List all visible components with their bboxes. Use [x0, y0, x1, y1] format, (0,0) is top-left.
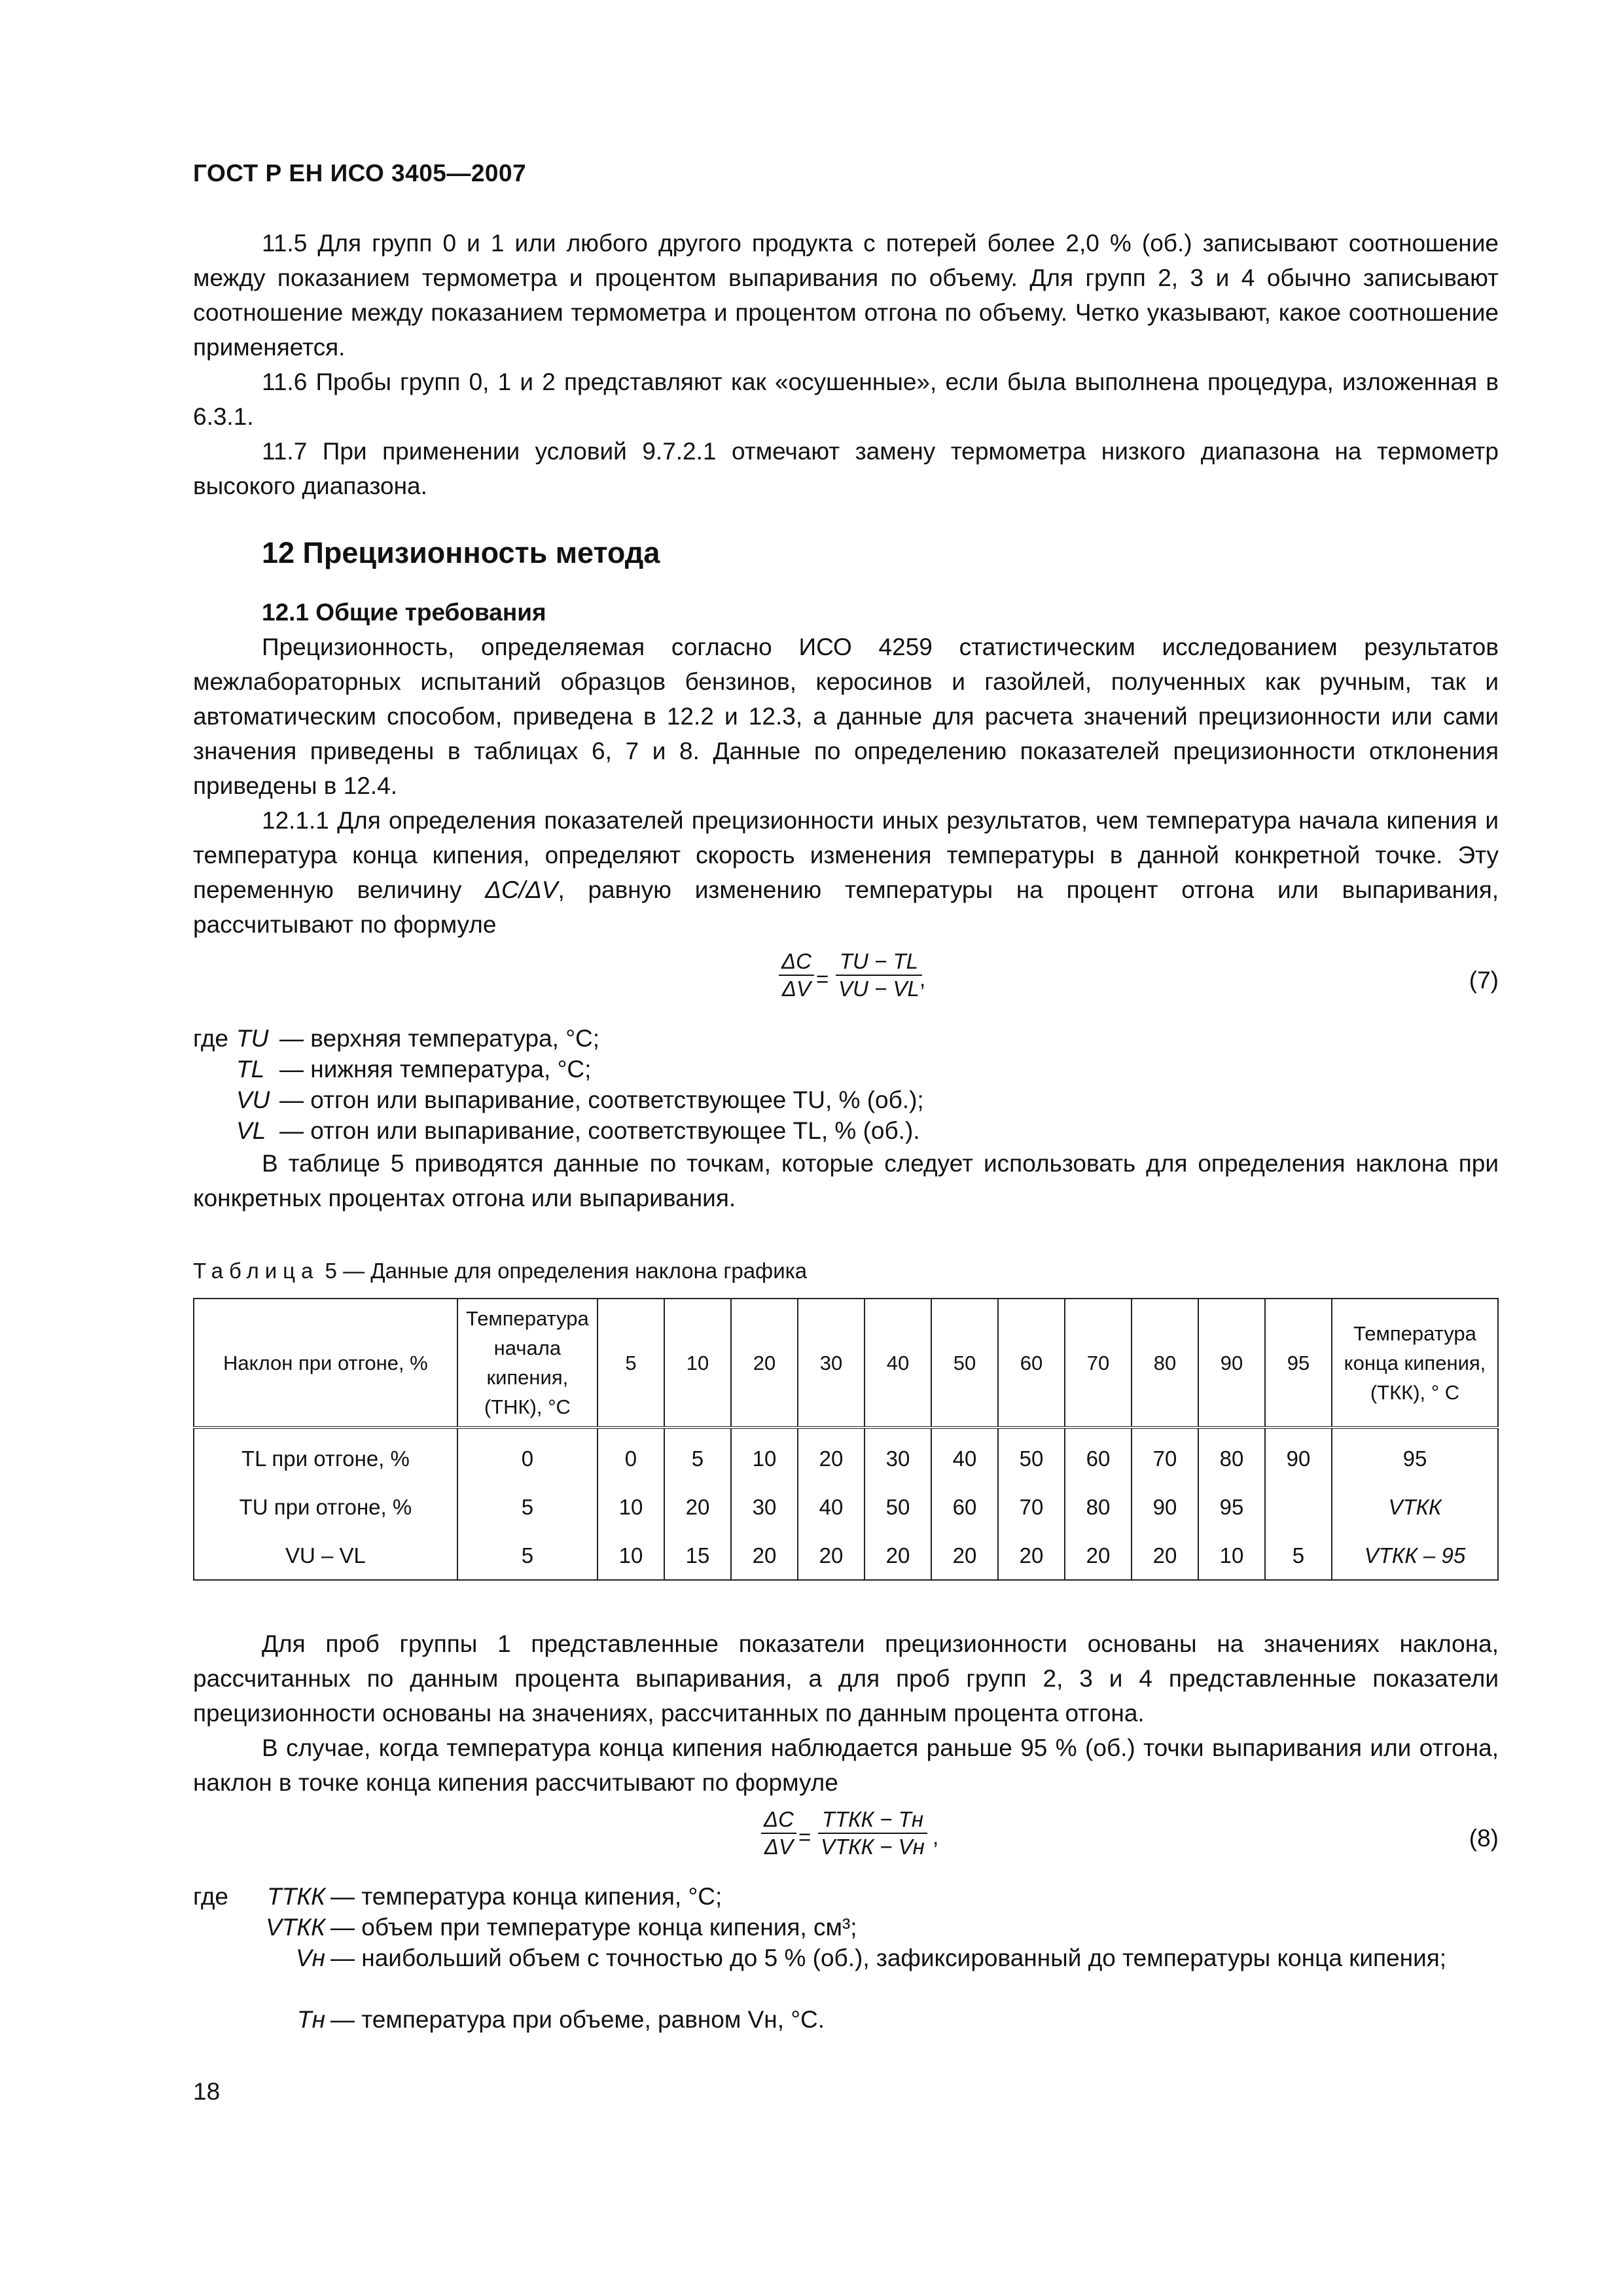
- legend-row: [193, 1943, 1499, 2004]
- table-row: [194, 1482, 1498, 1531]
- table-cell: VТКК – 95: [1332, 1531, 1498, 1580]
- legend-row: [193, 1085, 1499, 1115]
- formula-8-legend: [193, 1881, 1499, 2035]
- table-cell: 20: [798, 1531, 865, 1580]
- legend-text: — верхняя температура, °C;: [279, 1025, 600, 1052]
- legend-symbol: VТКК: [266, 1914, 325, 1941]
- table-row: [194, 1531, 1498, 1580]
- table-cell: 20: [931, 1531, 998, 1580]
- paragraph-table-intro: В таблице 5 приводятся данные по точкам, которые следует использовать для определения наклона при конкретных процентах отгона или выпаривания.: [193, 1150, 1499, 1211]
- formula-8-rhs: TТКК − Tн VТКК − Vн: [818, 1806, 927, 1860]
- legend-symbol: VL: [236, 1117, 266, 1144]
- table-cell: 40: [798, 1482, 865, 1531]
- paragraph-12-1-1: 12.1.1 Для определения показателей прецизионности иных результатов, чем температура начала кипения и температура конца кипения, определяют скорость изменения температуры в данной конкретной точке. Эту переменную величину ΔC/ΔV, равную изменению температуры на процент отгона или выпаривания, рассчитывают по формуле: [193, 807, 1499, 938]
- table-cell: 0: [457, 1427, 597, 1482]
- formula-8: [193, 1804, 1499, 1876]
- table-header-cell: 95: [1265, 1299, 1332, 1427]
- table-cell: 20: [664, 1482, 731, 1531]
- table-header-cell: 60: [998, 1299, 1065, 1427]
- legend-row: [193, 1115, 1499, 1146]
- table-cell: 60: [931, 1482, 998, 1531]
- table-cell: 60: [1065, 1427, 1132, 1482]
- table-header-cell: 10: [664, 1299, 731, 1427]
- table-header-cell: 90: [1198, 1299, 1265, 1427]
- formula-7-rhs: $\frac{TU - TL}{VU - VL}$: [836, 948, 922, 1002]
- legend-symbol: Vн: [295, 1945, 325, 1971]
- table-cell: 70: [998, 1482, 1065, 1531]
- table-header-cell: 50: [931, 1299, 998, 1427]
- table-header-cell: Температура конца кипения, (ТКК), ° С: [1332, 1299, 1498, 1427]
- table-cell: 90: [1265, 1427, 1332, 1482]
- where-label: где: [193, 1883, 229, 1910]
- legend-row: [193, 2004, 1499, 2035]
- formula-7-lhs: $\frac{\Delta C}{\Delta V}$: [779, 948, 814, 1002]
- page-number: 18: [193, 2078, 221, 2105]
- paragraph-after-table-1: Для проб группы 1 представленные показатели прецизионности основаны на значениях наклона, рассчитанных по данным процента выпаривания, а для проб групп 2, 3 и 4 представленные показатели прецизионности основаны на значениях, рассчитанных по данным процента отгона.: [193, 1630, 1499, 1727]
- subsection-title-12-1: 12.1 Общие требования: [262, 599, 546, 626]
- table-cell: 50: [998, 1427, 1065, 1482]
- formula-8-number: (8): [1469, 1825, 1499, 1852]
- paragraph-12-1: Прецизионность, определяемая согласно ИСО 4259 статистическим исследованием результатов межлабораторных испытаний образцов бензинов, керосинов и газойлей, полученных как ручным, так и автоматическим способом, приведена в 12.2 и 12.3, а данные для расчета значений прецизионности или сами значения приведены в таблицах 6, 7 и 8. Данные по определению показателей прецизионности отклонения приведены в 12.4.: [193, 634, 1499, 799]
- table-cell: 5: [1265, 1531, 1332, 1580]
- table-header-cell: Наклон при отгоне, %: [194, 1299, 457, 1427]
- table-cell: 20: [998, 1531, 1065, 1580]
- legend-row: [193, 1881, 1499, 1912]
- table-cell: 0: [597, 1427, 664, 1482]
- formula-7-equals: =: [816, 967, 829, 991]
- section-title-12: 12 Прецизионность метода: [262, 536, 660, 569]
- table-cell: 70: [1132, 1427, 1198, 1482]
- table-cell: 20: [1065, 1531, 1132, 1580]
- table-cell: 80: [1198, 1427, 1265, 1482]
- table-cell: 10: [597, 1482, 664, 1531]
- table-cell: 10: [731, 1427, 798, 1482]
- document-body: [193, 226, 1499, 2035]
- formula-7-number: (7): [1469, 967, 1499, 994]
- table-header-row: [194, 1299, 1498, 1427]
- table-cell: TU при отгоне, %: [194, 1482, 457, 1531]
- table-cell: 5: [664, 1427, 731, 1482]
- legend-row: [193, 1912, 1499, 1943]
- table-cell: VТКК: [1332, 1482, 1498, 1531]
- formula-8-lhs: $\frac{\Delta C}{\Delta V}$: [761, 1806, 796, 1860]
- table-header-cell: 80: [1132, 1299, 1198, 1427]
- legend-text: — отгон или выпаривание, соответствующее TU, % (об.);: [279, 1086, 924, 1113]
- formula-8-comma: ,: [933, 1825, 939, 1849]
- table-row: [194, 1427, 1498, 1482]
- legend-text: — наибольший объем с точностью до 5 % (об.), зафиксированный до температуры конца кипения;: [330, 1945, 1447, 1971]
- table-header-cell: 70: [1065, 1299, 1132, 1427]
- legend-row: [193, 1023, 1499, 1054]
- legend-symbol: TU: [236, 1025, 269, 1052]
- table-cell: VU – VL: [194, 1531, 457, 1580]
- document-header: ГОСТ Р ЕН ИСО 3405—2007: [193, 160, 527, 187]
- table-cell: 40: [931, 1427, 998, 1482]
- table-cell: 5: [457, 1482, 597, 1531]
- formula-7-comma: ,: [919, 967, 926, 991]
- paragraph-11-5: 11.5 Для групп 0 и 1 или любого другого продукта с потерей более 2,0 % (об.) записывают соотношение между показанием термометра и процентом выпаривания по объему. Для групп 2, 3 и 4 обычно записывают соотношение между показанием термометра и процентом отгона по объему. Четко указывают, какое соотношение применяется.: [193, 230, 1499, 361]
- table-header-cell: 5: [597, 1299, 664, 1427]
- table-cell: 5: [457, 1531, 597, 1580]
- table-cell: 95: [1198, 1482, 1265, 1531]
- legend-symbol: Tн: [297, 2006, 325, 2033]
- table-cell: [1265, 1482, 1332, 1531]
- legend-symbol: TL: [236, 1056, 265, 1083]
- document-page: [193, 0, 1499, 2296]
- formula-7: [193, 946, 1499, 1018]
- table-5-caption: Таблица 5 — Данные для определения наклона графика: [193, 1259, 808, 1283]
- legend-text: — объем при температуре конца кипения, см³;: [330, 1914, 857, 1941]
- legend-text: — отгон или выпаривание, соответствующее TL, % (об.).: [279, 1117, 920, 1144]
- table-cell: 20: [731, 1531, 798, 1580]
- table-cell: 30: [865, 1427, 931, 1482]
- table-cell: 10: [1198, 1531, 1265, 1580]
- table-cell: 20: [1132, 1531, 1198, 1580]
- table-cell: TL при отгоне, %: [194, 1427, 457, 1482]
- table-cell: 95: [1332, 1427, 1498, 1482]
- table-header-cell: 20: [731, 1299, 798, 1427]
- table-5: [193, 1298, 1499, 1581]
- paragraph-after-table-2: В случае, когда температура конца кипения наблюдается раньше 95 % (об.) точки выпаривания или отгона, наклон в точке конца кипения рассчитывают по формуле: [193, 1734, 1499, 1796]
- table-header-cell: 40: [865, 1299, 931, 1427]
- table-header-cell: Температура начала кипения, (ТНК), °С: [457, 1299, 597, 1427]
- table-cell: 80: [1065, 1482, 1132, 1531]
- table-cell: 30: [731, 1482, 798, 1531]
- legend-symbol: VU: [236, 1086, 270, 1113]
- slope-symbol: ΔC/ΔV: [485, 876, 558, 903]
- legend-text: — температура при объеме, равном Vн, °C.: [330, 2006, 825, 2033]
- legend-symbol: TТКК: [267, 1883, 325, 1910]
- table-cell: 10: [597, 1531, 664, 1580]
- table-header-cell: 30: [798, 1299, 865, 1427]
- legend-text: — температура конца кипения, °C;: [330, 1883, 722, 1910]
- table-cell: 20: [798, 1427, 865, 1482]
- table-cell: 90: [1132, 1482, 1198, 1531]
- table-cell: 15: [664, 1531, 731, 1580]
- formula-7-legend: [193, 1023, 1499, 1146]
- paragraph-11-7: 11.7 При применении условий 9.7.2.1 отмечают замену термометра низкого диапазона на термометр высокого диапазона.: [193, 438, 1499, 499]
- table-cell: 50: [865, 1482, 931, 1531]
- where-label: где: [193, 1025, 229, 1052]
- paragraph-11-6: 11.6 Пробы групп 0, 1 и 2 представляют как «осушенные», если была выполнена процедура, изложенная в 6.3.1.: [193, 368, 1499, 430]
- legend-row: [193, 1054, 1499, 1085]
- legend-text: — нижняя температура, °C;: [279, 1056, 592, 1083]
- formula-8-equals: =: [798, 1825, 812, 1849]
- table-cell: 20: [865, 1531, 931, 1580]
